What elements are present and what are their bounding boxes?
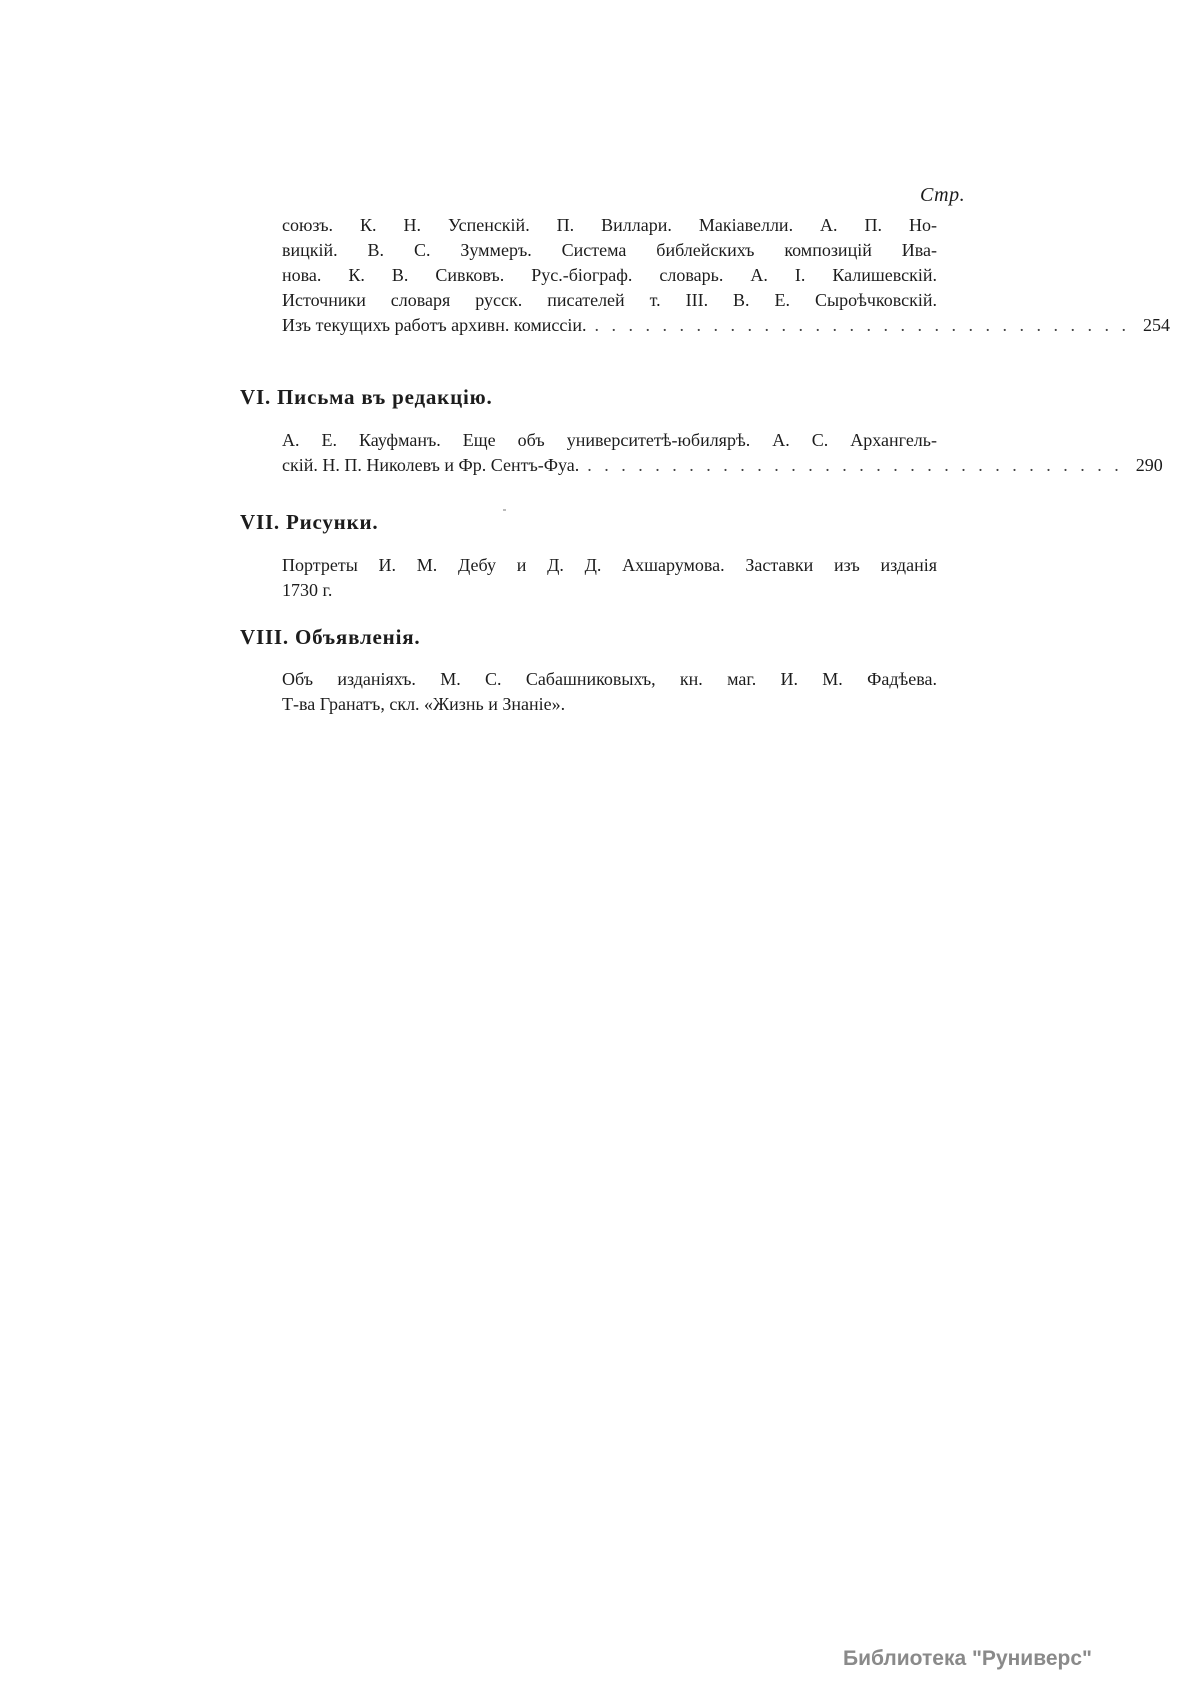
library-watermark: Библиотека "Руниверс" [842, 1647, 1092, 1670]
section-vi-line: А. Е. Кауфманъ. Еще объ университетѣ-юбилярѣ. А. С. Архангель- [282, 430, 937, 450]
section-viii-paragraph [282, 667, 977, 717]
section-heading-vii: VII. Рисунки. [240, 510, 379, 534]
continuation-line: союзъ. К. Н. Успенскій. П. Виллари. Макіавелли. А. П. Но- [282, 215, 937, 235]
section-vii-line: 1730 г. [282, 580, 333, 600]
section-viii-line: Т-ва Гранатъ, скл. «Жизнь и Знаніе». [282, 694, 566, 714]
entry-text: скій. Н. П. Николевъ и Фр. Сентъ-Фуа. [282, 455, 580, 475]
section-heading-vi: VI. Письма въ редакцію. [240, 385, 493, 409]
section-vi-paragraph [282, 428, 1163, 478]
dot-leader: . . . . . . . . . . . . . . . . . . . . . . . . . . . . . . . . [594, 315, 1131, 335]
scan-speck [503, 509, 506, 511]
continuation-line: нова. К. В. Сивковъ. Рус.-біограф. словарь. А. І. Калишевскій. [282, 265, 937, 285]
section-heading-viii: VIII. Объявленія. [240, 625, 421, 649]
continuation-line: вицкій. В. С. Зуммеръ. Система библейскихъ композицій Ива- [282, 240, 937, 260]
section-vii-paragraph [282, 553, 977, 603]
section-viii-line: Объ изданіяхъ. М. С. Сабашниковыхъ, кн. маг. И. М. Фадѣева. [282, 669, 937, 689]
entry-text: Изъ текущихъ работъ архивн. комиссіи. [282, 315, 587, 335]
continuation-entry-with-page [282, 313, 1171, 338]
section-vii-line: Портреты И. М. Дебу и Д. Д. Ахшарумова. Заставки изъ изданія [282, 555, 937, 575]
continuation-paragraph [282, 213, 1171, 338]
page-column-label: Стр. [920, 184, 966, 206]
continuation-line: Источники словаря русск. писателей т. III. В. Е. Сыроѣчковскій. [282, 290, 937, 310]
section-vi-entry-with-page [282, 453, 1163, 478]
dot-leader: . . . . . . . . . . . . . . . . . . . . . . . . . . . . . . . . [587, 455, 1123, 475]
page-number: 254 [1143, 315, 1171, 335]
page-number: 290 [1135, 455, 1163, 475]
